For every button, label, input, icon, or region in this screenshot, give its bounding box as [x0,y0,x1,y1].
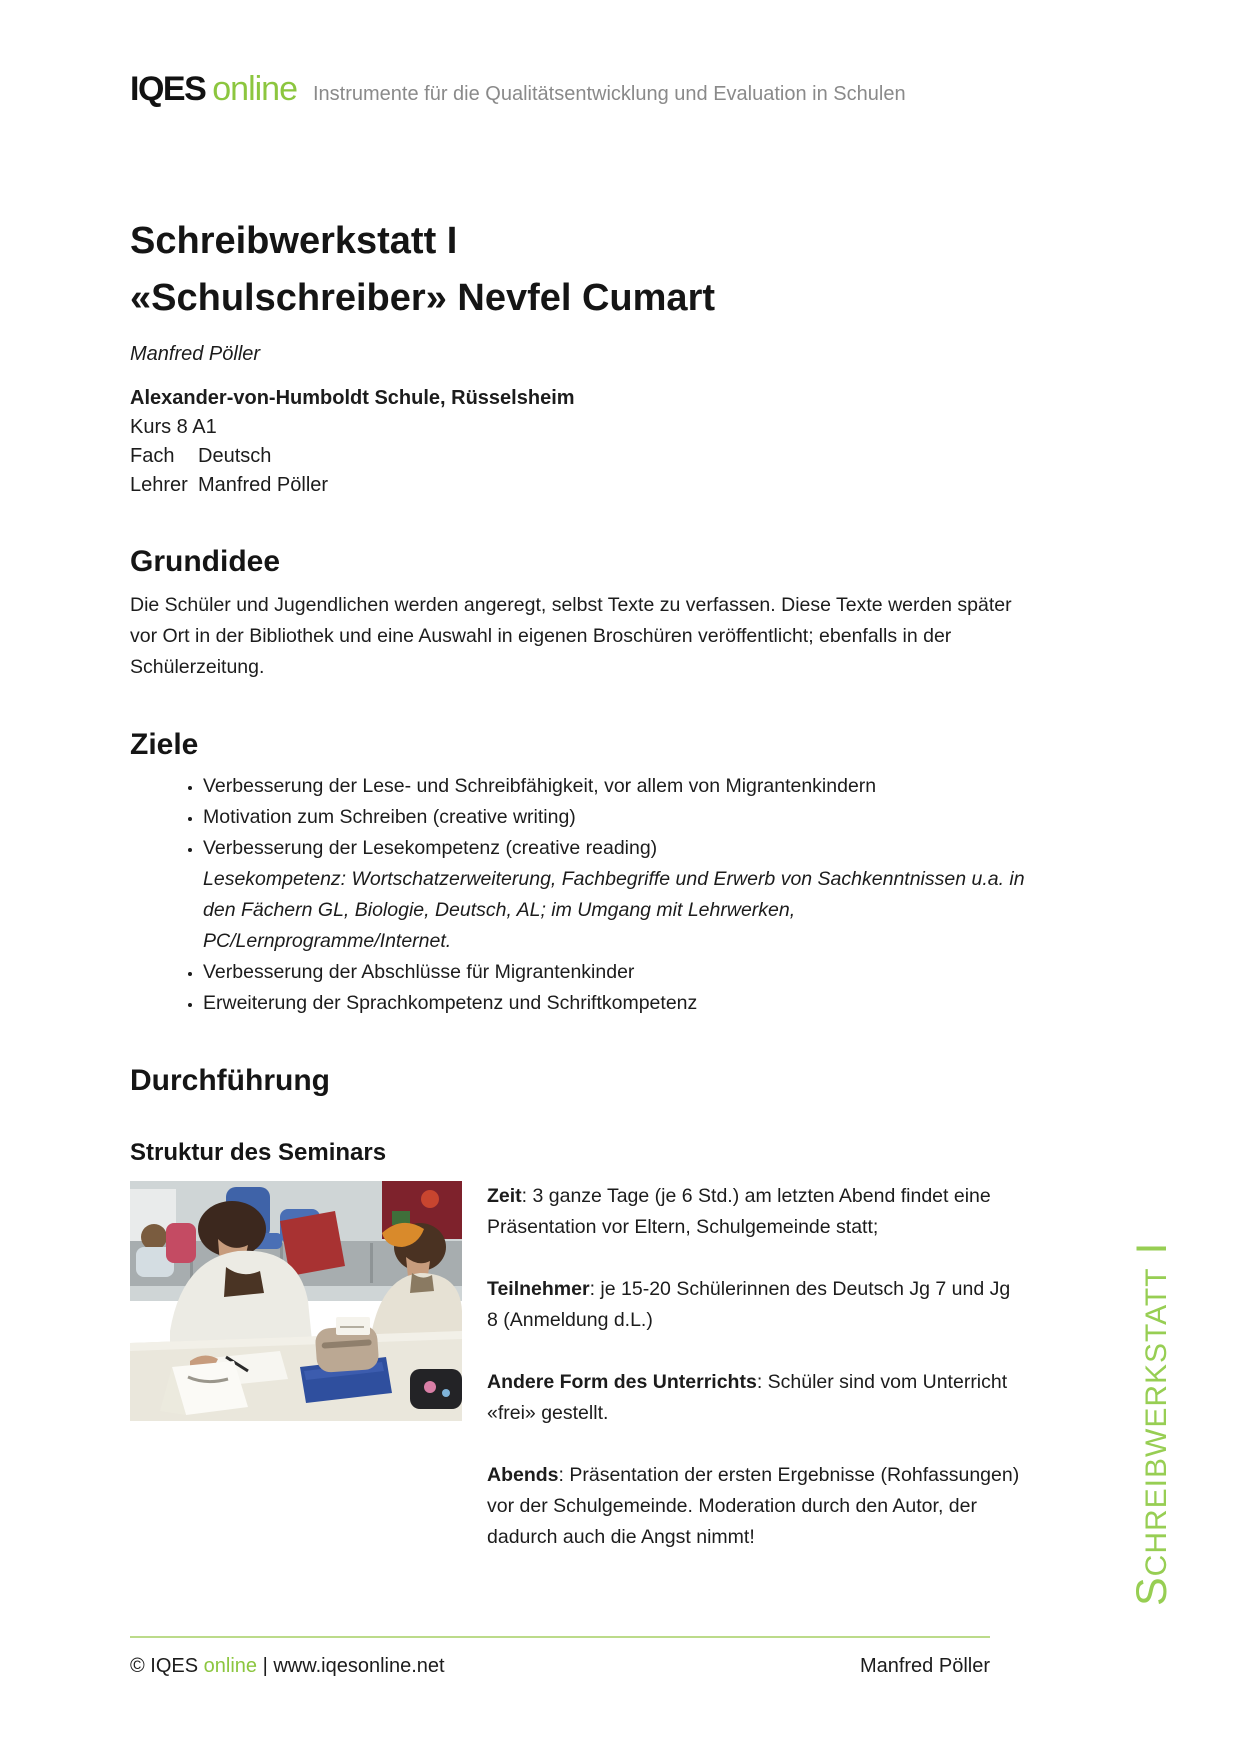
subject-value: Deutsch [198,445,272,467]
teacher-label: Lehrer [130,474,188,496]
info-zeit [487,1181,1025,1243]
list-item-note: Lesekompetenz: Wortschatzerweiterung, Fachbegriffe und Erwerb von Sachkenntnissen u.a. in den Fächern GL, Biologie, Deutsch, AL; im Umgang mit Lehrwerken, PC/Lernprogramme/Internet. [203,868,1025,952]
page-title [130,213,1025,327]
section-heading-ziele: Ziele [130,728,199,761]
ziele-list [130,771,1025,1019]
school-name: Alexander-von-Humboldt Schule, Rüsselsheim [130,387,575,409]
iqes-logo-online: online [212,70,297,108]
seminar-structure-text [487,1181,1025,1584]
footer-author: Manfred Pöller [859,1655,990,1677]
classroom-photo-illustration [130,1181,462,1421]
info-zeit-text: : 3 ganze Tage (je 6 Std.) am letzten Abend findet eine Präsentation vor Eltern, Schulgemeinde statt; [487,1185,991,1238]
main-content [130,213,1025,1584]
title-line-2: «Schulschreiber» Nevfel Cumart [130,277,716,319]
teacher-value: Manfred Pöller [198,474,329,496]
info-teilnehmer-text: : je 15-20 Schülerinnen des Deutsch Jg 7 und Jg 8 (Anmeldung d.L.) [487,1278,1011,1331]
footer-copyright-url: | www.iqesonline.net [257,1655,445,1677]
info-zeit-label: Zeit [487,1185,522,1207]
grundidee-text: Die Schüler und Jugendlichen werden angeregt, selbst Texte zu verfassen. Diese Texte werden später vor Ort in der Bibliothek und eine Auswahl in eigenen Broschüren veröffentlicht; ebenfalls in der Schülerzeitung. [130,594,1012,678]
info-unterrichtsform-text: : Schüler sind vom Unterricht «frei» gestellt. [487,1371,1008,1424]
title-line-1: Schreibwerkstatt I [130,220,458,262]
info-abends-label: Abends [487,1464,559,1486]
list-item [203,833,1025,957]
list-item-text: • Verbesserung der Lesekompetenz (creative reading) [203,837,658,859]
author-name: Manfred Pöller [130,343,261,365]
section-heading-grundidee: Grundidee [130,545,281,578]
info-unterrichtsform-label: Andere Form des Unterrichts [487,1371,757,1393]
school-info [130,384,1025,500]
info-teilnehmer [487,1274,1025,1336]
info-abends-text: : Präsentation der ersten Ergebnisse (Rohfassungen) vor der Schulgemeinde. Moderation durch den Autor, der dadurch auch die Angst nimmt! [487,1464,1020,1548]
teacher-line [130,471,1025,500]
info-teilnehmer-label: Teilnehmer [487,1278,590,1300]
list-item: • Erweiterung der Sprachkompetenz und Schriftkompetenz [203,988,1025,1019]
info-unterrichtsform [487,1367,1025,1429]
logo-tagline: Instrumente für die Qualitätsentwicklung und Evaluation in Schulen [313,83,906,105]
header [130,70,1240,109]
sidebar-vertical-label: Schreibwerkstatt I [1128,1241,1176,1606]
section-heading-durchfuehrung: Durchführung [130,1064,330,1097]
list-item: • Motivation zum Schreiben (creative writing) [203,802,1025,833]
info-abends [487,1460,1025,1553]
footer-copyright-online: online [203,1655,258,1677]
footer-copyright [130,1651,445,1681]
footer-copyright-prefix: © IQES [130,1655,204,1677]
iqes-logo: IQES [130,70,206,108]
footer [130,1651,990,1681]
list-item: • Verbesserung der Lese- und Schreibfähigkeit, vor allem von Migrantenkindern [203,771,1025,802]
seminar-structure-block [130,1181,1025,1584]
course-line: Kurs 8 A1 [130,416,217,438]
classroom-photo [130,1181,462,1421]
subject-line [130,442,1025,471]
subject-label: Fach [130,445,175,467]
list-item: • Verbesserung der Abschlüsse für Migrantenkinder [203,957,1025,988]
subsection-heading-struktur: Struktur des Seminars [130,1139,387,1166]
footer-divider [130,1636,990,1638]
